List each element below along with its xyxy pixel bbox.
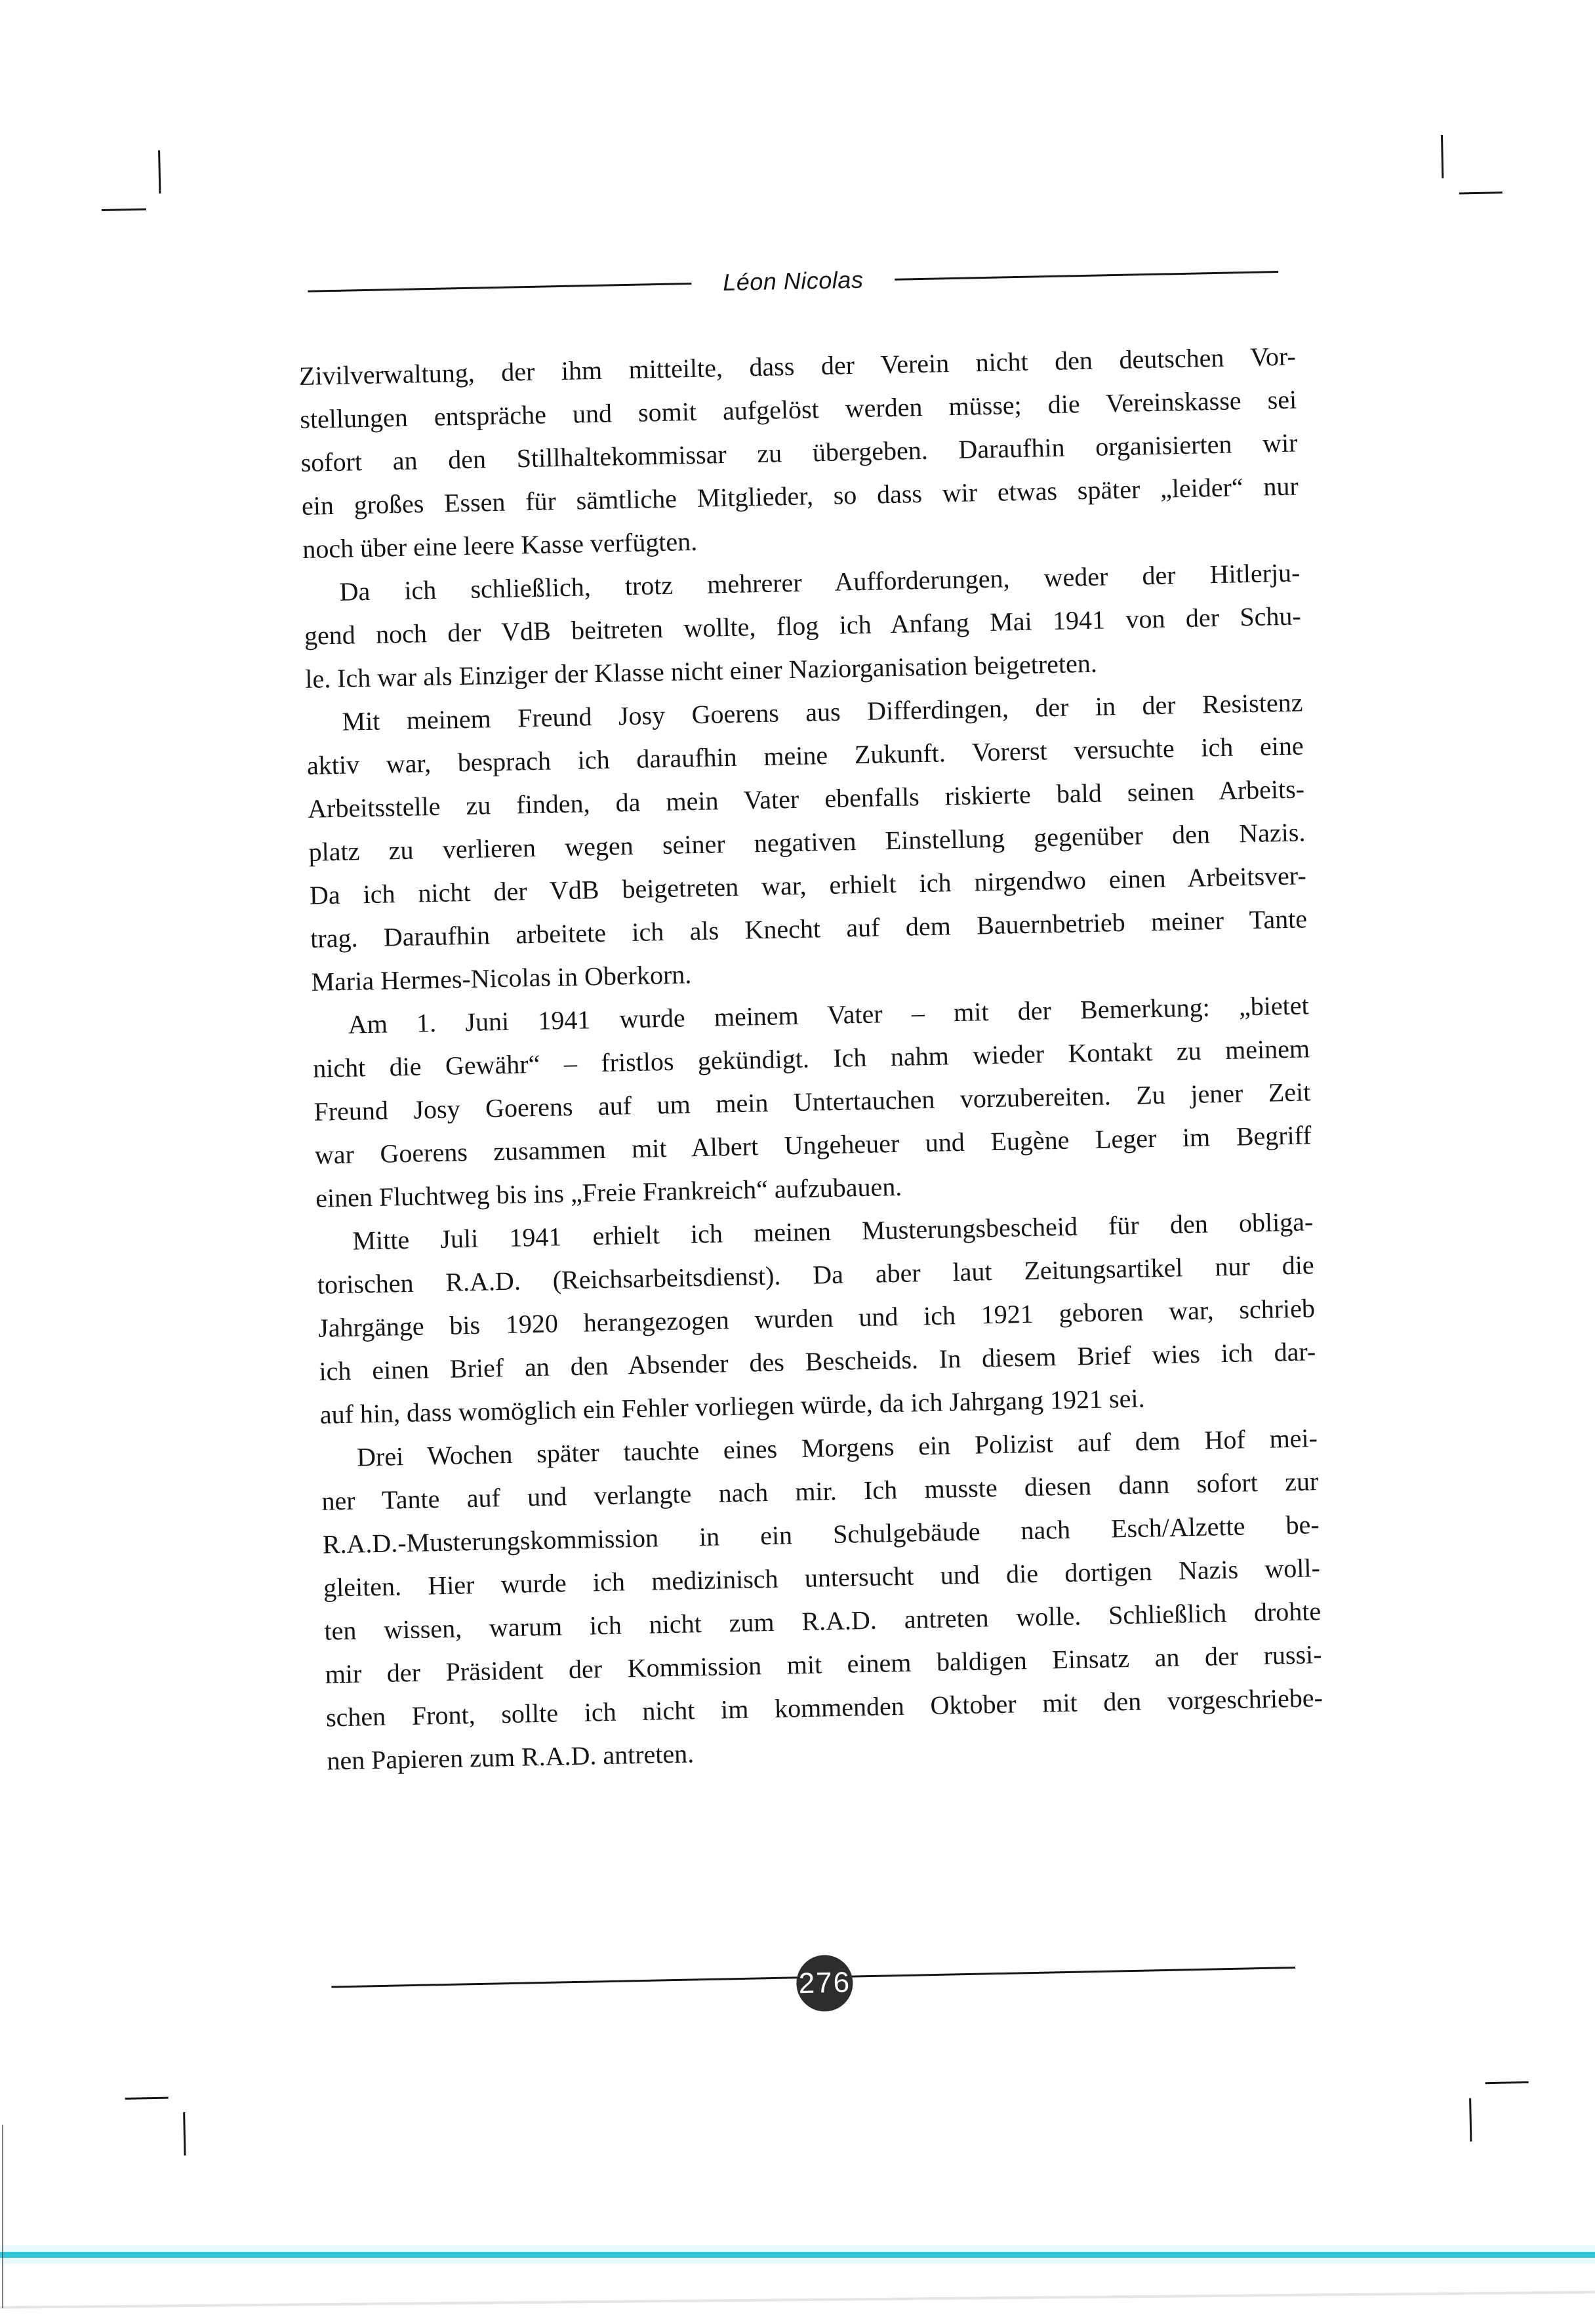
text-line: aktiv war, besprach ich daraufhin meine Zukunft. Vorerst versuchte ich eine	[306, 731, 1304, 780]
text-line: le. Ich war als Einziger der Klasse nicht einer Naziorganisation beigetreten.	[304, 648, 1098, 694]
page-number-badge	[796, 1955, 854, 2013]
text-line: R.A.D.-Musterungskommission in ein Schulgebäude nach Esch/Alzette be-	[322, 1510, 1320, 1559]
text-line: noch über eine leere Kasse verfügten.	[302, 526, 698, 564]
text-line: mir der Präsident der Kommission mit einem baldigen Einsatz an der russi-	[325, 1639, 1322, 1689]
crop-mark-bottom-left-horizontal	[125, 2097, 169, 2100]
text-line: platz zu verlieren wegen seiner negativen Einstellung gegenüber den Nazis.	[308, 817, 1306, 867]
paragraph	[298, 335, 1299, 571]
body-text	[298, 335, 1323, 1783]
text-line: ich einen Brief an den Absender des Bescheids. In diesem Brief wies ich dar-	[319, 1336, 1316, 1386]
text-line: war Goerens zusammen mit Albert Ungeheuer und Eugène Leger im Begriff	[314, 1120, 1312, 1170]
text-line: Maria Hermes-Nicolas in Oberkorn.	[311, 959, 692, 997]
text-line: torischen R.A.D. (Reichsarbeitsdienst). Da aber laut Zeitungsartikel nur die	[317, 1250, 1314, 1300]
crop-mark-bottom-left-vertical	[183, 2112, 186, 2155]
text-line: ein großes Essen für sämtliche Mitglieder, so dass wir etwas später „leider“ nur	[301, 471, 1299, 521]
text-line: einen Fluchtweg bis ins „Freie Frankreich“ aufzubauen.	[315, 1171, 902, 1213]
text-line: Mit meinem Freund Josy Goerens aus Differdingen, der in der Resistenz	[342, 687, 1303, 736]
crop-mark-bottom-right-vertical	[1469, 2098, 1472, 2142]
paragraph	[316, 1200, 1317, 1436]
text-line: Zivilverwaltung, der ihm mitteilte, dass der Verein nicht den deutschen Vor-	[298, 341, 1297, 391]
text-line: auf hin, dass womöglich ein Fehler vorliegen würde, da ich Jahrgang 1921 sei.	[319, 1383, 1145, 1430]
left-edge-shadow	[2, 2125, 3, 2308]
text-line: Drei Wochen später tauchte eines Morgens ein Polizist auf dem Hof mei-	[356, 1423, 1318, 1472]
page-header-title: Léon Nicolas	[722, 266, 864, 296]
text-line: Mitte Juli 1941 erhielt ich meinen Musterungsbescheid für den obliga-	[352, 1207, 1314, 1256]
text-line: gleiten. Hier wurde ich medizinisch untersucht und die dortigen Nazis woll-	[323, 1553, 1321, 1603]
crop-mark-top-right-vertical	[1441, 135, 1444, 178]
crop-mark-top-right-horizontal	[1459, 191, 1503, 194]
page-number: 276	[798, 1966, 851, 2000]
text-line: gend noch der VdB beitreten wollte, flog ich Anfang Mai 1941 von der Schu-	[304, 601, 1302, 651]
paragraph	[303, 551, 1302, 700]
text-line: nicht die Gewähr“ – fristlos gekündigt. Ich nahm wieder Kontakt zu meinem	[312, 1033, 1310, 1083]
text-line: ten wissen, warum ich nicht zum R.A.D. antreten wolle. Schließlich drohte	[323, 1596, 1322, 1646]
text-line: trag. Daraufhin arbeitete ich als Knecht auf dem Bauernbetrieb meiner Tante	[310, 904, 1308, 953]
text-line: schen Front, sollte ich nicht im kommenden Oktober mit den vorgeschriebe-	[325, 1683, 1323, 1733]
text-line: sofort an den Stillhaltekommissar zu übergeben. Daraufhin organisierten wir	[300, 428, 1298, 477]
scanner-artifact-line	[0, 2252, 1595, 2258]
paragraph	[320, 1416, 1323, 1782]
text-line: Da ich schließlich, trotz mehrerer Aufforderungen, weder der Hitlerju-	[339, 557, 1301, 607]
text-line: Freund Josy Goerens auf um mein Untertauchen vorzubereiten. Zu jener Zeit	[313, 1077, 1311, 1127]
crop-mark-top-left-horizontal	[102, 209, 146, 211]
paragraph	[306, 681, 1308, 1003]
page-header	[308, 258, 1279, 305]
crop-mark-top-left-vertical	[158, 150, 161, 193]
text-line: Da ich nicht der VdB beigetreten war, erhielt ich nirgendwo einen Arbeitsver-	[309, 860, 1307, 910]
text-line: nen Papieren zum R.A.D. antreten.	[326, 1738, 695, 1776]
header-rule-right	[895, 271, 1278, 281]
text-line: ner Tante auf und verlangte nach mir. Ich musste diesen dann sofort zur	[321, 1466, 1319, 1516]
crop-mark-bottom-right-horizontal	[1485, 2081, 1529, 2084]
paragraph	[312, 984, 1312, 1220]
text-line: Jahrgänge bis 1920 herangezogen wurden und ich 1921 geboren war, schrieb	[317, 1293, 1316, 1343]
text-line: stellungen entspräche und somit aufgelöst werden müsse; die Vereinskasse sei	[299, 384, 1297, 434]
text-line: Arbeitsstelle zu finden, da mein Vater ebenfalls riskierte bald seinen Arbeits-	[307, 774, 1305, 824]
header-rule-left	[308, 282, 691, 292]
text-line: Am 1. Juni 1941 wurde meinem Vater – mit der Bemerkung: „bietet	[348, 990, 1310, 1039]
